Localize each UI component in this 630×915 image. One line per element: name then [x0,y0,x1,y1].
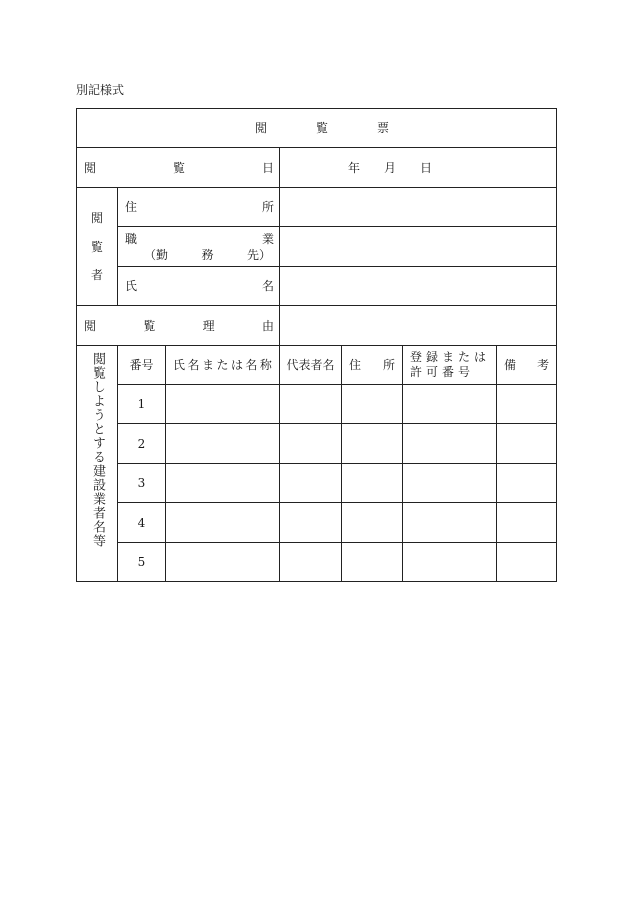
title-cell [77,109,557,148]
contractor-name-cell [166,464,280,503]
label-glyph: 務 [201,247,214,262]
contractor-address-cell [342,543,403,582]
label-glyph: 覧 [172,160,185,175]
row-number: 3 [137,476,146,490]
representative-cell [280,424,342,464]
label-glyph: 閲 [90,211,103,225]
label-glyph: 考 [537,358,550,372]
col-header-address [342,357,402,373]
label-glyph: ま [201,358,214,372]
label-glyph: 者 [90,268,103,282]
contractor-name-cell [166,424,280,464]
viewing-date-label-cell [77,148,280,188]
col-header-number: 番号 [129,358,154,372]
col-header-name [166,357,279,373]
row-number-cell [118,503,166,543]
viewer-group-label [90,210,104,283]
row-number-cell [118,464,166,503]
workplace-label [118,247,279,263]
col-header-registration-line1: 登録または [410,350,491,364]
row-number-cell [118,543,166,582]
occupation-label [118,231,279,247]
contractor-address-cell [342,385,403,424]
label-glyph: 閲 [84,160,97,175]
viewing-date-label [77,160,279,176]
label-glyph: 所 [382,358,395,372]
label-glyph: は [230,358,243,372]
remarks-cell [497,503,557,543]
title-row [77,109,557,148]
col-header-registration-cell [403,346,497,385]
viewing-date-row [77,148,557,188]
representative-cell [280,503,342,543]
contractors-group-label: 閲覧しようとする建設業者名等 [90,352,105,548]
label-glyph: 名 [245,358,258,372]
col-header-remarks [497,357,556,373]
contractor-name-cell [166,503,280,543]
occupation-label-cell [118,227,280,267]
representative-cell [280,464,342,503]
label-glyph: 票 [376,121,389,135]
contractors-header-row [77,346,557,385]
occupation-field [280,227,557,267]
name-field [280,267,557,306]
col-header-number-cell [118,346,166,385]
col-header-name-cell [166,346,280,385]
label-glyph: 所 [261,200,274,214]
registration-number-cell [403,464,497,503]
viewer-address-row [77,188,557,227]
label-glyph: 職 [125,231,138,246]
label-glyph: 閲 [255,121,268,135]
label-glyph: 業 [261,231,274,246]
label-glyph: 先） [246,247,271,262]
registration-number-cell [403,385,497,424]
address-field [280,188,557,227]
label-glyph: 住 [349,358,362,372]
remarks-cell [497,464,557,503]
address-label [118,199,279,215]
viewing-reason-label-cell [77,306,280,346]
remarks-cell [497,385,557,424]
registration-number-cell [403,543,497,582]
registration-number-cell [403,424,497,464]
name-label-cell [118,267,280,306]
label-glyph: 覧 [90,239,103,254]
label-glyph: （勤 [144,247,169,262]
label-glyph: 覧 [143,318,156,333]
contractor-row [77,464,557,503]
label-glyph: 備 [504,358,517,372]
contractor-name-cell [166,543,280,582]
label-glyph: 閲 [84,318,97,333]
form-label: 別記様式 [76,83,125,97]
label-glyph: 日 [261,160,274,175]
row-number: 1 [137,397,146,411]
row-number-cell [118,424,166,464]
date-units [348,160,432,176]
row-number: 2 [137,436,146,451]
contractor-address-cell [342,464,403,503]
col-header-registration-line2: 許可番号 [410,365,475,379]
contractor-row [77,385,557,424]
viewing-reason-field [280,306,557,346]
remarks-cell [497,424,557,464]
viewing-reason-row [77,306,557,346]
viewer-occupation-row [77,227,557,267]
form-title [255,120,389,136]
name-label [118,278,279,294]
contractor-row [77,543,557,582]
col-header-representative-cell [280,346,342,385]
contractors-group-cell [77,346,118,582]
row-number-cell [118,385,166,424]
representative-cell [280,543,342,582]
label-glyph: 氏 [173,358,186,372]
representative-cell [280,385,342,424]
label-glyph: 月 [383,160,396,175]
label-glyph: た [216,358,229,372]
contractor-address-cell [342,424,403,464]
col-header-representative: 代表者名 [286,358,335,372]
remarks-cell [497,543,557,582]
label-glyph: 住 [125,200,138,214]
viewer-name-row [77,267,557,306]
label-glyph: 覧 [315,121,328,135]
contractor-name-cell [166,385,280,424]
viewing-date-field [280,148,557,188]
viewing-form-table [76,108,557,582]
label-glyph: 名 [261,279,274,293]
label-glyph: 称 [259,358,272,372]
label-glyph: 年 [348,160,361,175]
row-number: 4 [137,515,146,530]
label-glyph: 理 [202,318,215,333]
col-header-remarks-cell [497,346,557,385]
label-glyph: 日 [419,160,432,175]
label-glyph: 名 [187,358,200,372]
viewer-group-cell [77,188,118,306]
contractor-row [77,424,557,464]
viewing-reason-label [77,318,279,334]
contractor-address-cell [342,503,403,543]
contractor-row [77,503,557,543]
registration-number-cell [403,503,497,543]
row-number: 5 [137,555,146,569]
label-glyph: 氏 [125,279,138,293]
label-glyph: 由 [261,318,274,333]
col-header-address-cell [342,346,403,385]
address-label-cell [118,188,280,227]
